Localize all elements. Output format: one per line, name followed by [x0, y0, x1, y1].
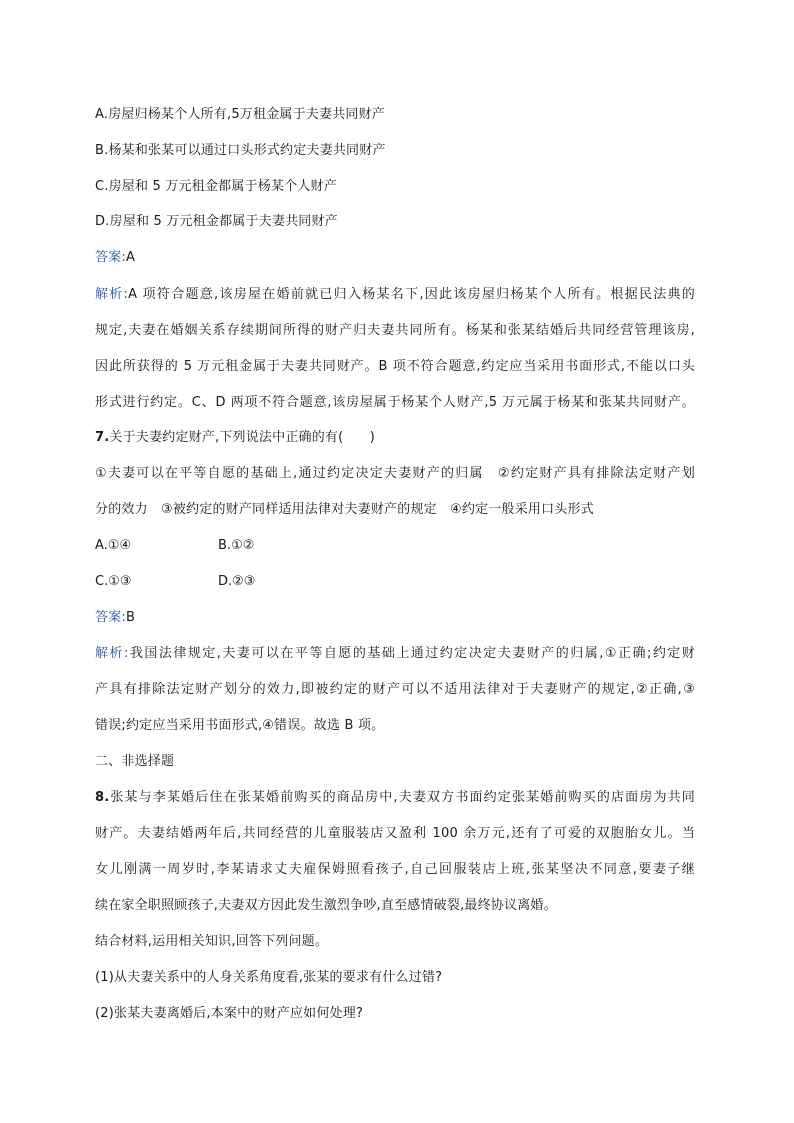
q8-question-1: (1)从夫妻关系中的人身关系角度看,张某的要求有什么过错?	[95, 970, 443, 985]
q6-answer-label: 答案:	[95, 250, 126, 265]
q6-answer	[95, 249, 135, 267]
q7-number: 7.	[95, 430, 110, 445]
q7-option-d-label: D.	[218, 574, 233, 589]
q8-material-line-4: 续在家全职照顾孩子,夫妻双方因此发生激烈争吵,直至感情破裂,最终协议离婚。	[95, 898, 557, 913]
q7-answer-value: B	[125, 610, 136, 625]
q6-analysis-line-4: 形式进行约定。C、D 两项不符合题意,该房屋属于杨某个人财产,5 万元属于杨某和张某共同财产。	[95, 395, 695, 410]
q8-number: 8.	[95, 790, 110, 805]
q8-material-line-1	[95, 789, 695, 807]
q7-option-a	[95, 537, 131, 555]
q7-option-c-value: ①③	[108, 574, 132, 589]
q8-material-line-3: 女儿刚满一周岁时,李某请求丈夫雇保姆照看孩子,自己回服装店上班,张某坚决不同意,要妻子继	[95, 862, 695, 877]
q7-statements-line-2: 分的效力 ③被约定的财产同样适用法律对夫妻财产的规定 ④约定一般采用口头形式	[95, 502, 594, 517]
q7-option-c	[95, 573, 132, 591]
q7-statements-line-1: ①夫妻可以在平等自愿的基础上,通过约定决定夫妻财产的归属 ②约定财产具有排除法定财产划	[95, 466, 695, 481]
q8-instruction: 结合材料,运用相关知识,回答下列问题。	[95, 934, 329, 949]
q8-material-text-1: 张某与李某婚后住在张某婚前购买的商品房中,夫妻双方书面约定张某婚前购买的店面房为共同	[109, 790, 695, 805]
q7-analysis-text-1: 我国法律规定,夫妻可以在平等自愿的基础上通过约定决定夫妻财产的归属,①正确;约定财	[128, 646, 695, 661]
q6-analysis-text-1: A 项符合题意,该房屋在婚前就已归入杨某名下,因此该房屋归杨某个人所有。根据民法典的	[128, 287, 695, 302]
q6-answer-value: A	[125, 250, 136, 265]
q6-option-d: D.房屋和 5 万元租金都属于夫妻共同财产	[95, 214, 338, 229]
q7-option-b-value: ①②	[231, 538, 255, 553]
q8-material-line-2: 财产。夫妻结婚两年后,共同经营的儿童服装店又盈利 100 余万元,还有了可爱的双胞胎女儿。当	[95, 826, 695, 841]
section-title: 二、非选择题	[95, 754, 175, 769]
q7-answer	[95, 609, 135, 627]
q7-stem-text: 关于夫妻约定财产,下列说法中正确的有( )	[109, 430, 376, 445]
q6-option-a: A.房屋归杨某个人所有,5万租金属于夫妻共同财产	[95, 107, 386, 122]
q7-analysis-line-3: 错误;约定应当采用书面形式,④错误。故选 B 项。	[95, 718, 385, 733]
q7-analysis-line-1	[95, 645, 695, 663]
q8-question-2: (2)张某夫妻离婚后,本案中的财产应如何处理?	[95, 1006, 364, 1021]
q7-option-d-value: ②③	[232, 574, 256, 589]
q6-analysis-label: 解析:	[95, 287, 129, 302]
q7-option-b-label: B.	[218, 538, 232, 553]
q6-option-c: C.房屋和 5 万元租金都属于杨某个人财产	[95, 179, 337, 194]
q7-answer-label: 答案:	[95, 610, 126, 625]
q7-analysis-label: 解析:	[95, 646, 129, 661]
q6-analysis-line-3: 因此所获得的 5 万元租金属于夫妻共同财产。B 项不符合题意,约定应当采用书面形式,不能以口头	[95, 359, 695, 374]
q7-option-c-label: C.	[95, 574, 109, 589]
q7-analysis-line-2: 产具有排除法定财产划分的效力,即被约定的财产可以不适用法律对于夫妻财产的规定,②正确,③	[95, 682, 695, 697]
q7-option-b	[218, 537, 254, 555]
q7-option-a-label: A.	[95, 538, 108, 553]
q7-option-a-value: ①④	[107, 538, 132, 553]
q6-analysis-line-1	[95, 286, 695, 304]
q7-stem	[95, 429, 375, 447]
q6-option-b: B.杨某和张某可以通过口头形式约定夫妻共同财产	[95, 143, 386, 158]
q7-option-d	[218, 573, 255, 591]
q6-analysis-line-2: 规定,夫妻在婚姻关系存续期间所得的财产归夫妻共同所有。杨某和张某结婚后共同经营管理该房,	[95, 323, 695, 338]
